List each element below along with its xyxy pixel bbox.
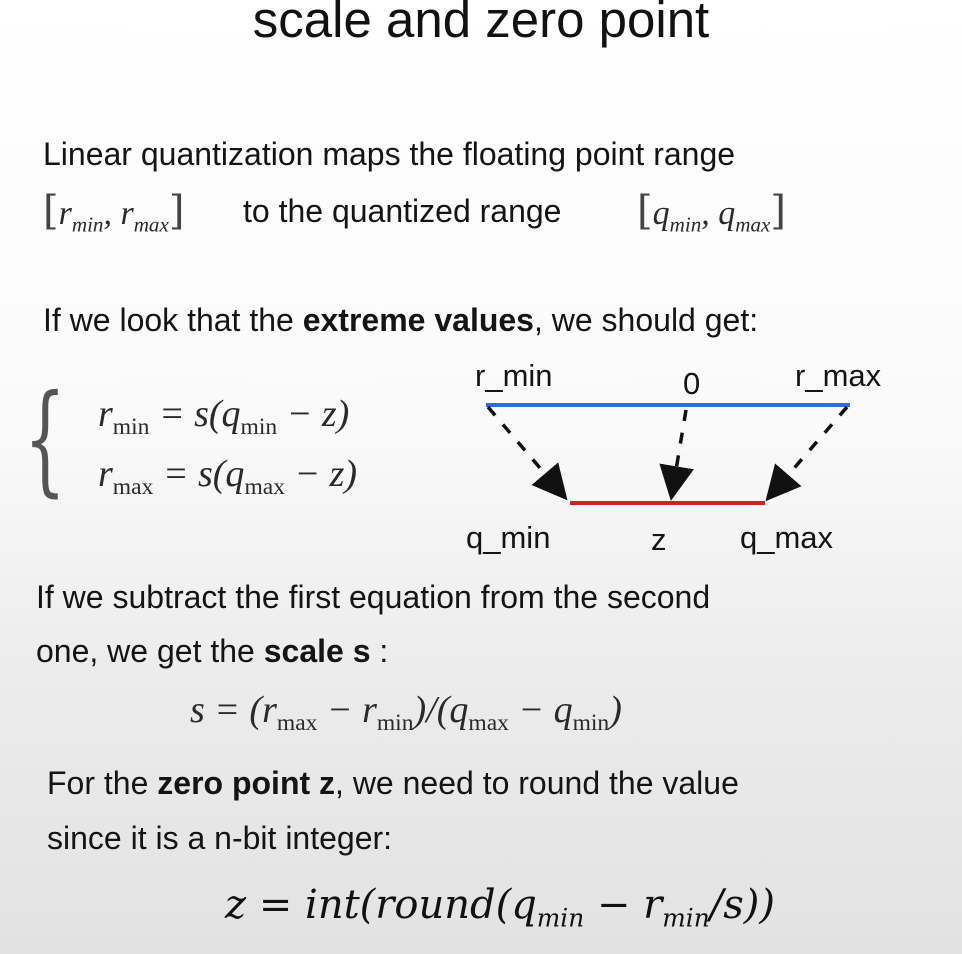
float-range: [$r_{min}$, $r_{max}$]: [43, 188, 185, 237]
label-q-min: q_min: [466, 520, 551, 555]
subtract-line-2: one, we get the scale s :: [36, 633, 389, 669]
scale-formula: $s = (r_{max} - r_{min})/(q_{max} - q_{min})$: [190, 689, 622, 737]
arrow-r-max-to-q-max: [770, 407, 847, 496]
left-brace: {: [24, 370, 66, 509]
zero-point-line-1: For the zero point z, we need to round the value: [47, 765, 739, 801]
label-q-max: q_max: [740, 520, 834, 555]
subtract-line-1: If we subtract the first equation from the second: [36, 579, 711, 615]
arrow-zero-to-z: [672, 410, 686, 494]
label-r-min: r_min: [475, 358, 553, 393]
zero-point-line-2: since it is a n-bit integer:: [47, 820, 393, 856]
page-title: scale and zero point: [252, 0, 710, 48]
extreme-values-text: If we look that the extreme values, we should get:: [43, 302, 759, 338]
label-z: z: [651, 522, 667, 557]
equation-r-min: $r_{min} = s(q_{min} - z)$: [98, 393, 350, 441]
arrow-r-min-to-q-min: [488, 407, 563, 495]
label-r-max: r_max: [795, 358, 882, 393]
intro-connector: to the quantized range: [243, 193, 562, 229]
zero-point-formula: $z = int(round(q_{min} - r_{min}/s))$: [225, 882, 775, 933]
quant-range: [$q_{min}$, $q_{max}$]: [637, 188, 786, 237]
equation-r-max: $r_{max} = s(q_{max} - z)$: [98, 453, 358, 501]
label-zero: 0: [683, 366, 701, 401]
intro-line-1: Linear quantization maps the floating point range: [43, 136, 736, 172]
